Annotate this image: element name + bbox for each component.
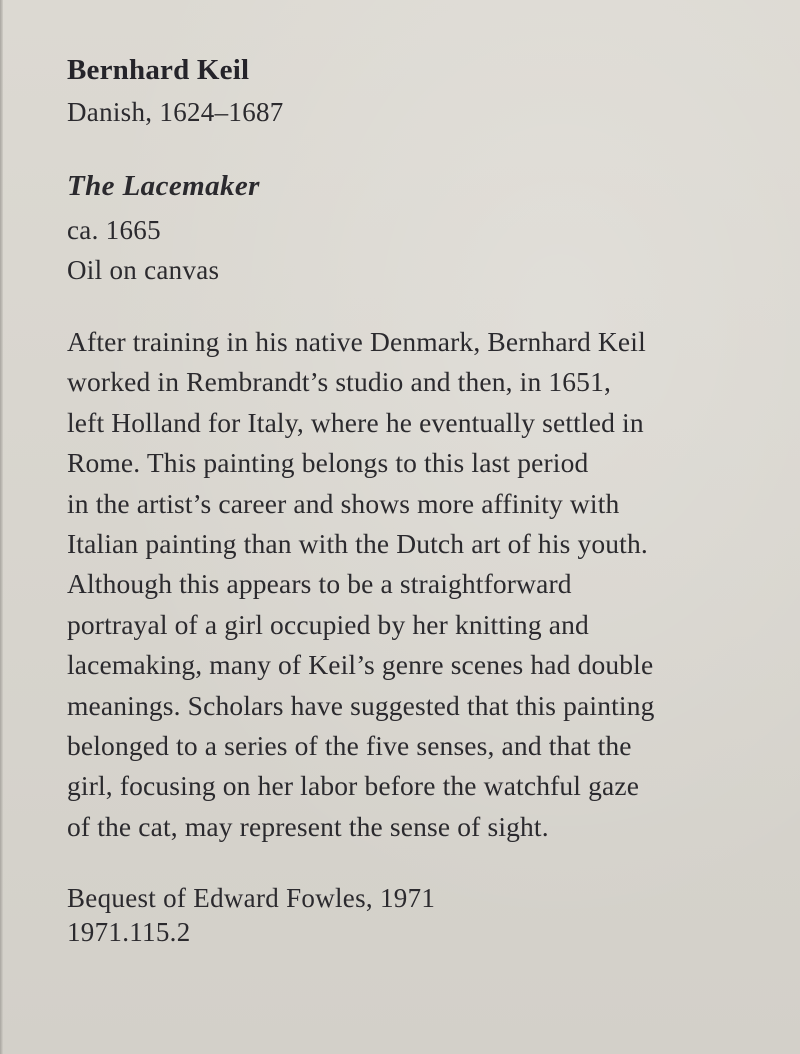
artwork-medium: Oil on canvas [67,255,220,285]
artwork-date: ca. 1665 [67,215,161,245]
description-line: Although this appears to be a straightforward [67,568,572,600]
artwork-title: The Lacemaker [67,170,260,202]
credit-line: Bequest of Edward Fowles, 1971 [67,883,436,913]
description-line: in the artist’s career and shows more affinity with [67,487,620,519]
artist-nationality-dates: Danish, 1624–1687 [67,97,284,127]
artist-name: Bernhard Keil [67,54,250,86]
description-line: After training in his native Denmark, Bernhard Keil [67,326,646,357]
description-line: Rome. This painting belongs to this last period [67,447,589,479]
description-line: worked in Rembrandt’s studio and then, in 1651, [67,366,611,398]
description-line: lacemaking, many of Keil’s genre scenes had double [67,649,654,681]
description-line: belonged to a series of the five senses, and that the [67,729,632,761]
accession-number: 1971.115.2 [67,917,191,947]
description-paragraph [67,322,655,847]
label-left-edge [0,0,3,1054]
description-line: meanings. Scholars have suggested that this painting [67,689,655,721]
description-line: portrayal of a girl occupied by her knitting and [67,608,589,640]
description-line: girl, focusing on her labor before the watchful gaze [67,770,640,802]
description-line: Italian painting than with the Dutch art of his youth. [67,527,648,559]
description-line: of the cat, may represent the sense of sight. [67,810,549,842]
description-line: left Holland for Italy, where he eventually settled in [67,406,644,438]
